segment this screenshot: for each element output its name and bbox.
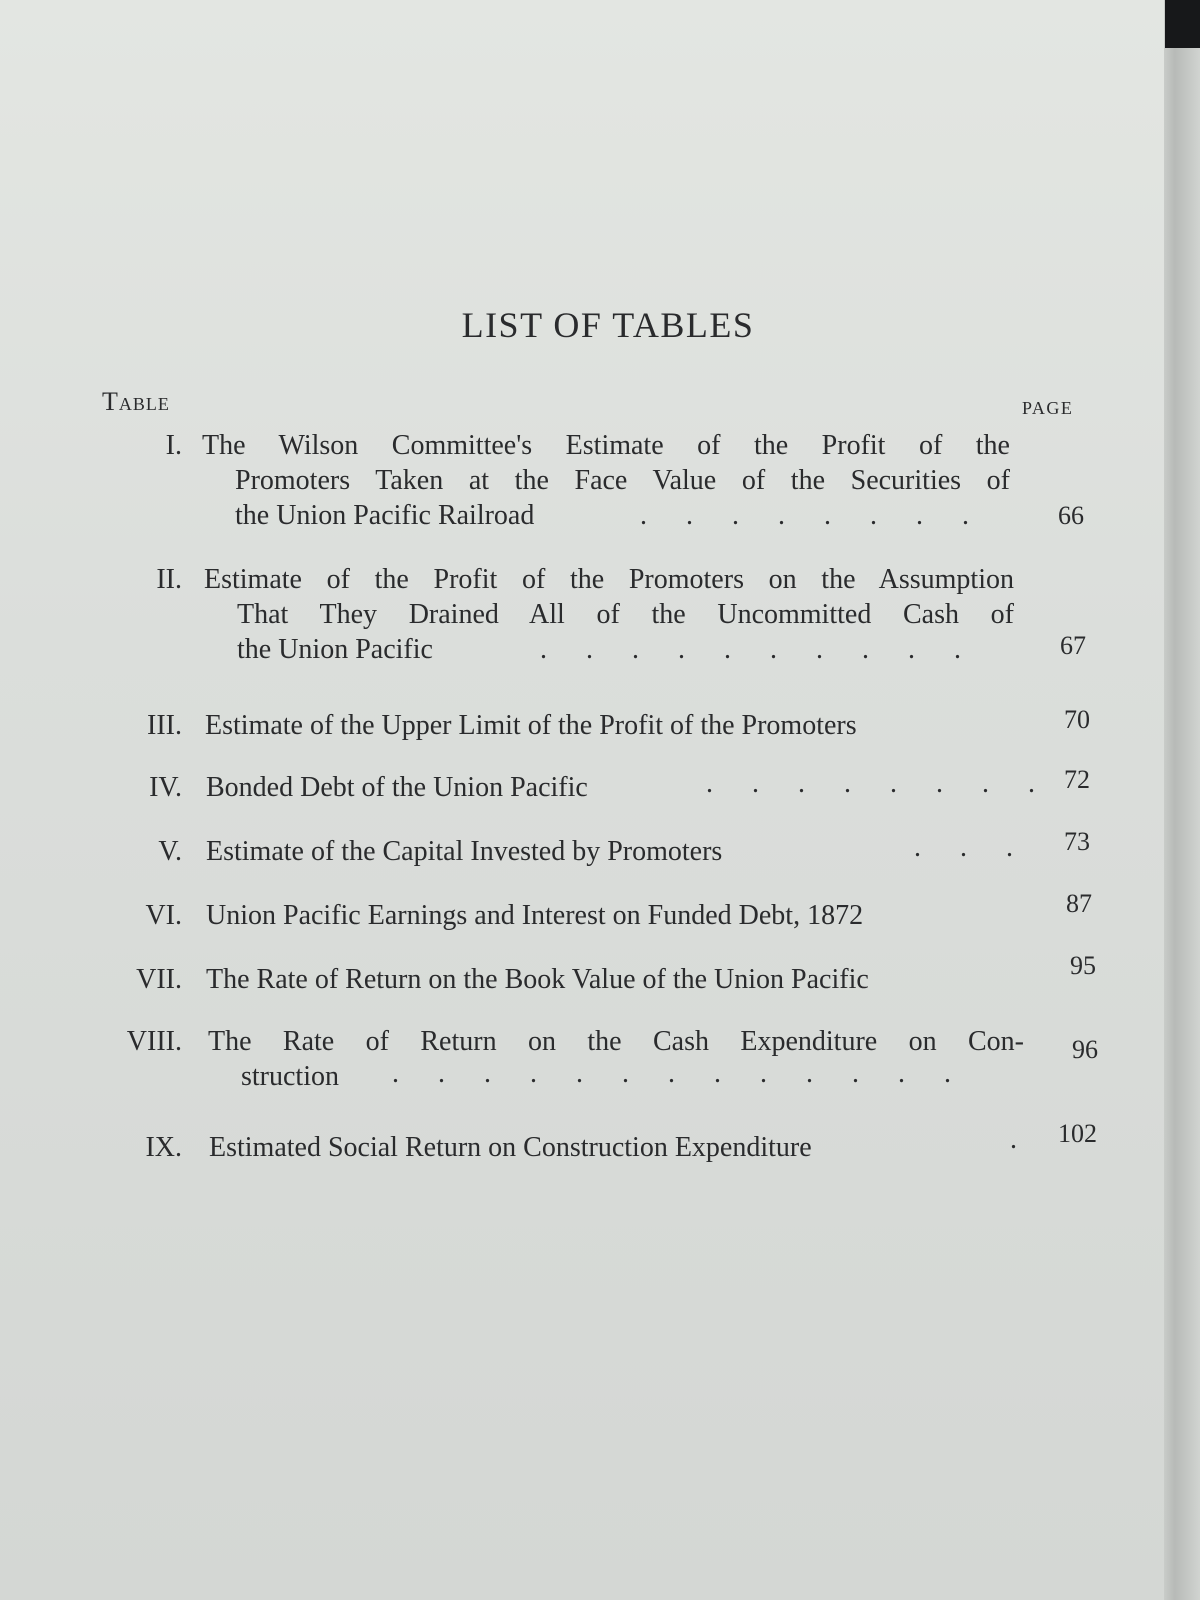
entry-title xyxy=(206,834,866,869)
dot-leader: . . . . . . . . . . . . . xyxy=(392,1058,967,1089)
table-column-header: Table xyxy=(102,387,170,416)
entry-title-line: Promoters Taken at the Face Value of the Securities of xyxy=(235,465,1010,496)
entry-title-line: Estimated Social Return on Construction Expenditure xyxy=(209,1132,812,1163)
page-column-header: PAGE xyxy=(1022,398,1074,418)
entry-title xyxy=(205,708,1020,743)
entry-title-line: the Union Pacific Railroad xyxy=(235,500,535,531)
entry-title-line: Estimate of the Profit of the Promoters on the Assumption xyxy=(204,564,1014,595)
entry-numeral: VIII. xyxy=(126,1026,182,1057)
entry-title xyxy=(206,962,1036,997)
entry-numeral: VII. xyxy=(136,964,182,995)
entry-title-line: The Rate of Return on the Book Value of the Union Pacific xyxy=(206,964,869,995)
entry-numeral: III. xyxy=(147,710,182,741)
entry-page-number: 96 xyxy=(1072,1035,1098,1064)
entry-numeral: II. xyxy=(156,564,182,595)
page-title: LIST OF TABLES xyxy=(461,305,755,345)
background-corner xyxy=(1165,0,1200,48)
entry-page-number: 72 xyxy=(1064,765,1090,794)
entry-title-line: Estimate of the Capital Invested by Promoters xyxy=(206,836,723,867)
dot-leader: . . . . . . . . xyxy=(640,500,985,531)
entry-title-line: Estimate of the Upper Limit of the Profit of the Promoters xyxy=(205,710,857,741)
dot-leader: . xyxy=(1010,1124,1033,1155)
entry-numeral: VI. xyxy=(145,900,182,931)
entry-title xyxy=(209,1130,979,1165)
dot-leader: . . . . . . . . xyxy=(706,768,1051,799)
entry-page-number: 95 xyxy=(1070,951,1096,980)
entry-page-number: 70 xyxy=(1064,705,1090,734)
page-edge xyxy=(1164,0,1200,1600)
entry-title-line: The Wilson Committee's Estimate of the Profit of the xyxy=(202,430,1010,461)
entry-numeral: IV. xyxy=(149,772,182,803)
entry-numeral: V. xyxy=(158,836,182,867)
entry-title-line: Bonded Debt of the Union Pacific xyxy=(206,772,588,803)
entry-title-line: struction xyxy=(241,1061,339,1092)
entry-page-number: 73 xyxy=(1064,827,1090,856)
entry-title-line: That They Drained All of the Uncommitted Cash of xyxy=(237,599,1014,630)
entry-page-number: 87 xyxy=(1066,889,1092,918)
entry-page-number: 66 xyxy=(1058,501,1084,530)
dot-leader: . . . . . . . . . . xyxy=(540,634,977,665)
entry-numeral: I. xyxy=(165,430,182,461)
entry-numeral: IX. xyxy=(145,1132,182,1163)
entry-page-number: 67 xyxy=(1060,631,1086,660)
entry-title xyxy=(206,770,706,805)
entry-title-line: The Rate of Return on the Cash Expenditure on Con- xyxy=(208,1026,1024,1057)
entry-page-number: 102 xyxy=(1058,1119,1097,1148)
entry-title xyxy=(206,898,1026,933)
entry-title-line: Union Pacific Earnings and Interest on Funded Debt, 1872 xyxy=(206,900,864,931)
entry-title-line: the Union Pacific xyxy=(237,634,433,665)
dot-leader: . . . xyxy=(914,832,1029,863)
